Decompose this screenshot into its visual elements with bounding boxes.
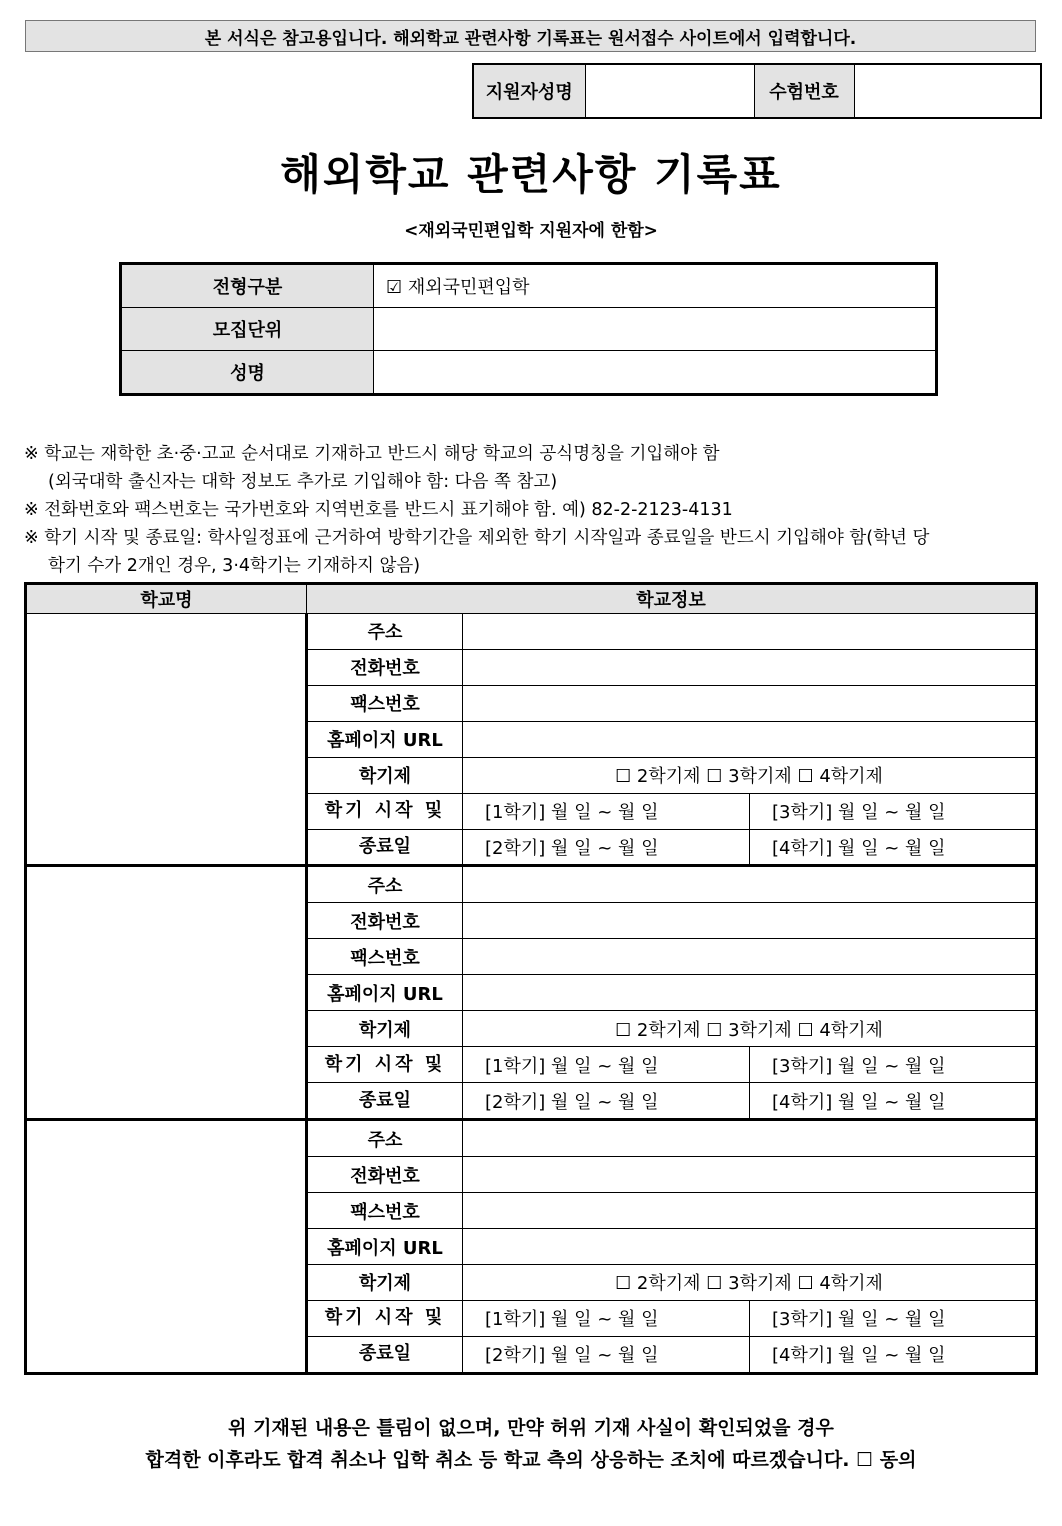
declaration-line: 위 기재된 내용은 틀림이 없으며, 만약 허위 기재 사실이 확인되었을 경우 xyxy=(228,1417,834,1439)
address-label: 주소 xyxy=(307,613,463,649)
homepage-label: 홈페이지 URL xyxy=(307,721,463,757)
semester-dates-label: 종료일 xyxy=(307,1336,463,1373)
semester-system-label: 학기제 xyxy=(307,1265,463,1301)
phone-field[interactable] xyxy=(463,649,1037,685)
semester-system-options[interactable]: ☐ 2학기제 ☐ 3학기제 ☐ 4학기제 xyxy=(463,1265,1037,1301)
exam-number-field[interactable] xyxy=(854,64,1041,118)
semester-4-dates[interactable]: [4학기] 월 일 ~ 월 일 xyxy=(750,1083,1037,1120)
semester-system-options[interactable]: ☐ 2학기제 ☐ 3학기제 ☐ 4학기제 xyxy=(463,757,1037,793)
page-subtitle: <재외국민편입학 지원자에 한함> xyxy=(404,221,658,241)
semester-system-label: 학기제 xyxy=(307,1011,463,1047)
instruction-note: (외국대학 출신자는 대학 정보도 추가로 기입해야 함: 다음 쪽 참고) xyxy=(48,472,558,492)
homepage-label: 홈페이지 URL xyxy=(307,1229,463,1265)
page-title: 해외학교 관련사항 기록표 xyxy=(280,150,782,199)
phone-field[interactable] xyxy=(463,1157,1037,1193)
exam-number-label: 수험번호 xyxy=(754,64,854,118)
address-field[interactable] xyxy=(463,866,1037,903)
fax-field[interactable] xyxy=(463,939,1037,975)
semester-3-dates[interactable]: [3학기] 월 일 ~ 월 일 xyxy=(750,1300,1037,1336)
semester-1-dates[interactable]: [1학기] 월 일 ~ 월 일 xyxy=(463,1047,750,1083)
admission-type-label: 전형구분 xyxy=(121,264,374,308)
semester-3-dates[interactable]: [3학기] 월 일 ~ 월 일 xyxy=(750,793,1037,829)
school-name-field[interactable] xyxy=(26,613,307,866)
semester-2-dates[interactable]: [2학기] 월 일 ~ 월 일 xyxy=(463,1083,750,1120)
address-field[interactable] xyxy=(463,1120,1037,1157)
semester-4-dates[interactable]: [4학기] 월 일 ~ 월 일 xyxy=(750,829,1037,866)
semester-system-label: 학기제 xyxy=(307,757,463,793)
semester-dates-label: 종료일 xyxy=(307,1083,463,1120)
phone-label: 전화번호 xyxy=(307,649,463,685)
name-field[interactable] xyxy=(374,351,937,395)
declaration-consent-line[interactable]: 합격한 이후라도 합격 취소나 입학 취소 등 학교 측의 상응하는 조치에 따르겠습니다. ☐ 동의 xyxy=(145,1449,917,1471)
declaration xyxy=(0,1412,1062,1476)
reference-notice: 본 서식은 참고용입니다. 해외학교 관련사항 기록표는 원서접수 사이트에서 입력합니다. xyxy=(25,20,1036,52)
recruit-unit-label: 모집단위 xyxy=(121,308,374,351)
homepage-label: 홈페이지 URL xyxy=(307,975,463,1011)
instruction-note: ※ 전화번호와 팩스번호는 국가번호와 지역번호를 반드시 표기해야 함. 예) 82-2-2123-4131 xyxy=(24,500,733,520)
school-name-field[interactable] xyxy=(26,866,307,1120)
homepage-field[interactable] xyxy=(463,721,1037,757)
semester-2-dates[interactable]: [2학기] 월 일 ~ 월 일 xyxy=(463,829,750,866)
homepage-field[interactable] xyxy=(463,1229,1037,1265)
admission-type-value[interactable]: ☑ 재외국민편입학 xyxy=(374,264,937,308)
fax-field[interactable] xyxy=(463,685,1037,721)
recruit-unit-field[interactable] xyxy=(374,308,937,351)
fax-field[interactable] xyxy=(463,1193,1037,1229)
homepage-field[interactable] xyxy=(463,975,1037,1011)
fax-label: 팩스번호 xyxy=(307,1193,463,1229)
semester-dates-label: 학기 시작 및 xyxy=(307,793,463,829)
applicant-name-label: 지원자성명 xyxy=(473,64,585,118)
address-field[interactable] xyxy=(463,613,1037,649)
school-info-header: 학교정보 xyxy=(307,584,1037,614)
school-name-field[interactable] xyxy=(26,1120,307,1374)
semester-1-dates[interactable]: [1학기] 월 일 ~ 월 일 xyxy=(463,793,750,829)
address-label: 주소 xyxy=(307,866,463,903)
fax-label: 팩스번호 xyxy=(307,939,463,975)
semester-system-options[interactable]: ☐ 2학기제 ☐ 3학기제 ☐ 4학기제 xyxy=(463,1011,1037,1047)
name-label: 성명 xyxy=(121,351,374,395)
semester-1-dates[interactable]: [1학기] 월 일 ~ 월 일 xyxy=(463,1300,750,1336)
phone-label: 전화번호 xyxy=(307,903,463,939)
phone-field[interactable] xyxy=(463,903,1037,939)
applicant-box xyxy=(472,63,1042,119)
phone-label: 전화번호 xyxy=(307,1157,463,1193)
semester-dates-label: 학기 시작 및 xyxy=(307,1300,463,1336)
semester-2-dates[interactable]: [2학기] 월 일 ~ 월 일 xyxy=(463,1336,750,1373)
semester-dates-label: 학기 시작 및 xyxy=(307,1047,463,1083)
semester-dates-label: 종료일 xyxy=(307,829,463,866)
fax-label: 팩스번호 xyxy=(307,685,463,721)
instructions xyxy=(24,440,1054,580)
instruction-note: ※ 학교는 재학한 초·중·고교 순서대로 기재하고 반드시 해당 학교의 공식명칭을 기입해야 함 xyxy=(24,444,720,464)
instruction-note: ※ 학기 시작 및 종료일: 학사일정표에 근거하여 방학기간을 제외한 학기 시작일과 종료일을 반드시 기입해야 함(학년 당 xyxy=(24,528,930,548)
semester-3-dates[interactable]: [3학기] 월 일 ~ 월 일 xyxy=(750,1047,1037,1083)
school-name-header: 학교명 xyxy=(26,584,307,614)
address-label: 주소 xyxy=(307,1120,463,1157)
school-info-table xyxy=(24,582,1038,1375)
application-info-table xyxy=(119,262,938,396)
applicant-name-field[interactable] xyxy=(585,64,754,118)
instruction-note: 학기 수가 2개인 경우, 3·4학기는 기재하지 않음) xyxy=(48,556,421,576)
semester-4-dates[interactable]: [4학기] 월 일 ~ 월 일 xyxy=(750,1336,1037,1373)
